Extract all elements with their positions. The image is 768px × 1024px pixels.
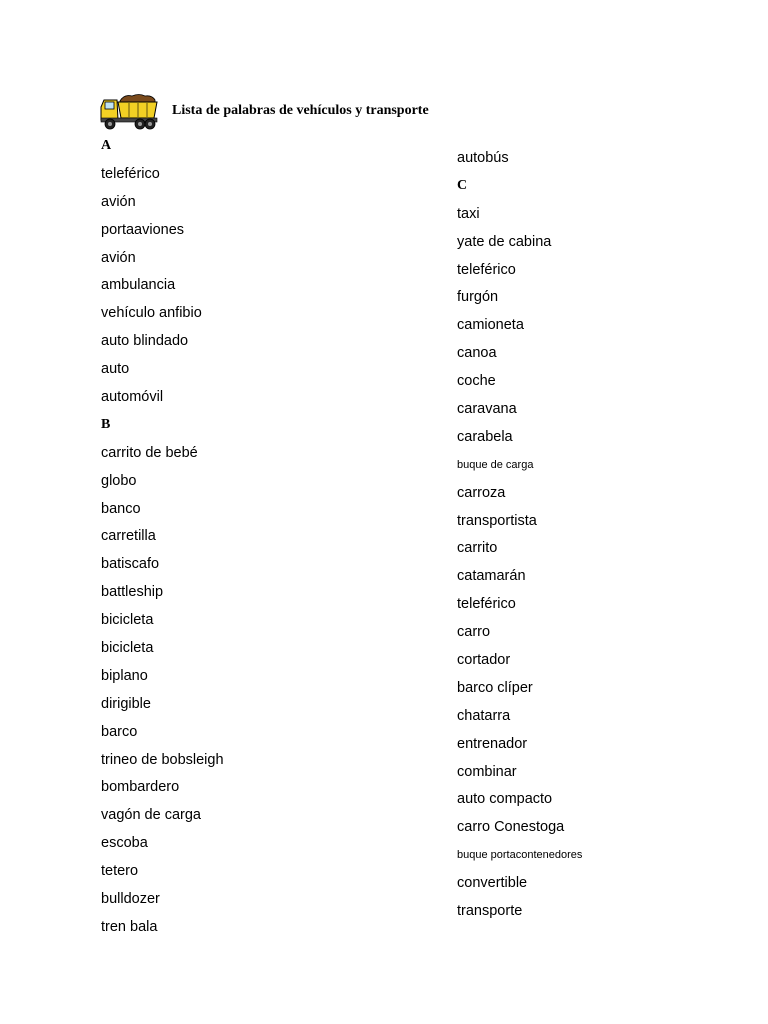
section-letter-heading: B	[101, 416, 111, 432]
vocabulary-word: canoa	[457, 345, 497, 362]
vocabulary-word: yate de cabina	[457, 233, 552, 250]
left-word-column	[101, 136, 224, 945]
vocabulary-word: autobús	[457, 150, 509, 166]
vocabulary-word: auto blindado	[101, 333, 189, 350]
vocabulary-word: bicicleta	[101, 612, 154, 629]
vocabulary-word: portaaviones	[101, 221, 185, 238]
vocabulary-word: carabela	[457, 428, 513, 445]
vocabulary-word: batiscafo	[101, 556, 160, 573]
vocabulary-word: carrito	[457, 540, 498, 557]
document-title: Lista de palabras de vehículos y transporte	[172, 103, 429, 118]
document-header	[99, 92, 429, 130]
vocabulary-word: dirigible	[101, 695, 151, 712]
vocabulary-word: camioneta	[457, 317, 524, 334]
vocabulary-word: barco clíper	[457, 679, 533, 696]
vocabulary-word: convertible	[457, 875, 528, 892]
vocabulary-word: barco	[101, 723, 138, 740]
vocabulary-word: carroza	[457, 484, 506, 501]
vocabulary-word: cortador	[457, 652, 511, 669]
vocabulary-word: caravana	[457, 401, 517, 418]
vocabulary-word: automóvil	[101, 389, 164, 406]
vocabulary-word: tetero	[101, 863, 139, 880]
vocabulary-word: bulldozer	[101, 891, 160, 908]
vocabulary-word: entrenador	[457, 735, 528, 752]
vocabulary-word: bombardero	[101, 779, 180, 796]
vocabulary-word: avión	[101, 193, 136, 210]
vocabulary-word: teleférico	[457, 261, 516, 278]
vocabulary-word: vehículo anfibio	[101, 305, 202, 322]
vocabulary-word: banco	[101, 500, 141, 517]
vocabulary-word: carro Conestoga	[457, 819, 565, 836]
vocabulary-word: globo	[101, 472, 137, 489]
section-letter-heading: C	[457, 177, 468, 193]
vocabulary-word: auto	[101, 361, 130, 378]
vocabulary-word: carro	[457, 624, 491, 641]
vocabulary-word: teleférico	[457, 596, 516, 613]
vocabulary-word: transportista	[457, 512, 537, 529]
vocabulary-word: bicicleta	[101, 640, 154, 657]
vocabulary-word: tren bala	[101, 918, 158, 935]
vocabulary-word: buque de carga	[457, 458, 534, 471]
vocabulary-word: taxi	[457, 205, 480, 222]
vocabulary-word: chatarra	[457, 707, 511, 724]
vocabulary-word: teleférico	[101, 165, 160, 182]
vocabulary-word: trineo de bobsleigh	[101, 751, 224, 768]
vocabulary-word: carretilla	[101, 528, 156, 545]
vocabulary-word: transporte	[457, 903, 523, 920]
vocabulary-word: biplano	[101, 667, 148, 684]
vocabulary-word: avión	[101, 249, 136, 266]
vocabulary-word: furgón	[457, 289, 499, 306]
vocabulary-word: auto compacto	[457, 791, 553, 808]
vocabulary-word: battleship	[101, 584, 164, 601]
vocabulary-word: escoba	[101, 835, 148, 852]
dump-truck-icon	[99, 92, 159, 130]
vocabulary-word: coche	[457, 373, 496, 390]
section-letter-heading: A	[101, 138, 112, 153]
vocabulary-word: ambulancia	[101, 277, 176, 294]
vocabulary-word: carrito de bebé	[101, 444, 198, 461]
vocabulary-word: combinar	[457, 763, 517, 780]
right-word-column	[457, 148, 582, 929]
vocabulary-word: catamarán	[457, 568, 526, 585]
vocabulary-word: buque portacontenedores	[457, 849, 583, 862]
vocabulary-word: vagón de carga	[101, 807, 201, 824]
